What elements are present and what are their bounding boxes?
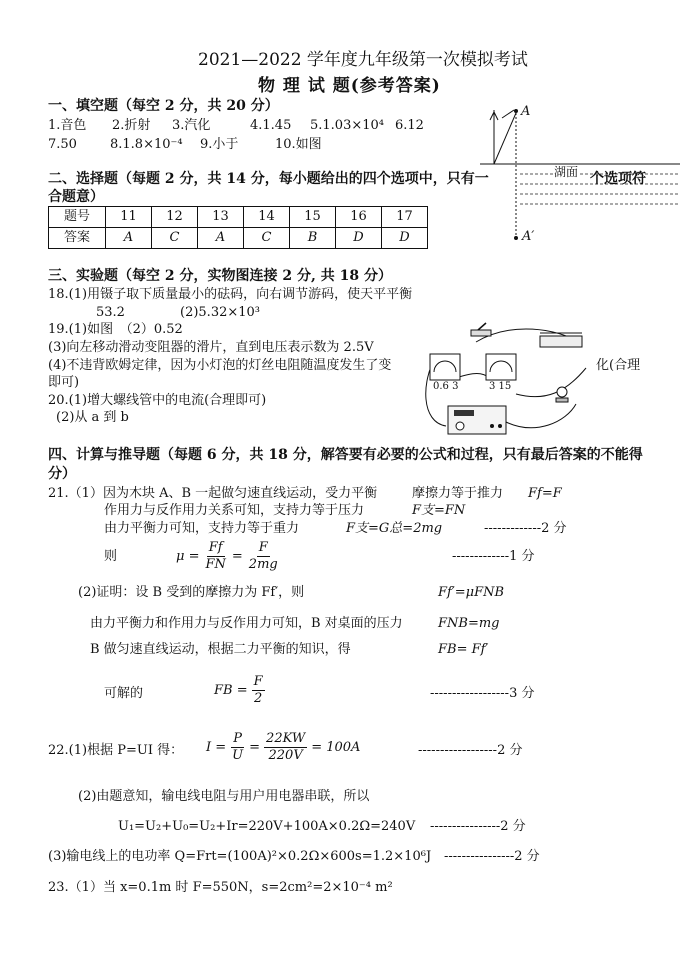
section2-heading-3: 合题意） [48,189,104,205]
q19-line1: 19.(1)如图 （2）0.52 [48,322,183,337]
label-a-prime: A′ [522,229,535,244]
denominator: 2mg [248,557,278,573]
fraction [252,674,265,708]
q21-part2-formula1: Ff′=μFNB [438,585,505,600]
s1-ans-8: 8.1.8×10⁻⁴ [110,137,183,152]
numerator: 22KW [264,731,307,748]
incident-ray [494,113,516,164]
section2-heading-2: 个选项符 [590,171,646,187]
table-cell-number: 12 [152,207,198,228]
s1-ans-4: 4.1.45 [250,118,292,133]
s1-ans-7: 7.50 [48,137,77,152]
ammeter-range-label: 0.6 3 [433,381,459,392]
table-cell-answer: B [290,228,336,249]
s1-ans-2: 2.折射 [112,118,151,133]
q19-line4b: 化(合理 [596,358,641,373]
q21-score-2: -------------1 分 [452,549,535,564]
wire [506,404,576,428]
q19-line3: (3)向左移动滑动变阻器的滑片，直到电压表示数为 2.5V [48,340,374,355]
q18-line1: 18.(1)用镊子取下质量最小的砝码，向右调节游码，使天平平衡 [48,287,413,302]
table-cell-answer: D [382,228,428,249]
q21-line1-formula: Ff=F [528,486,562,501]
rheostat [540,336,582,347]
denominator: FN [205,557,226,573]
table-cell-answer: A [198,228,244,249]
q22-line4: (3)输电线上的电功率 Q=Frt=(100A)²×0.2Ω×600s=1.2×10⁶J [48,849,432,864]
s1-ans-3: 3.汽化 [172,118,211,133]
exam-subtitle: 物 理 试 题(参考答案) [258,76,441,96]
q21-line1: 21.（1）因为木块 A、B 一起做匀速直线运动，受力平衡 [48,486,378,501]
q21-part2-line3: B 做匀速直线运动，根据二力平衡的知识，得 [90,642,351,657]
equals-sign: = [249,739,261,755]
table-cell-number: 17 [382,207,428,228]
numerator: F [257,540,270,557]
table-cell-answer: D [336,228,382,249]
arrow-head-line [502,110,514,118]
fraction [203,540,227,574]
q20-line1: 20.(1)增大螺线管中的电流(合理即可) [48,393,267,408]
section1-heading: 一、填空题（每空 2 分，共 20 分） [48,98,279,114]
equals-sign: = [231,548,243,564]
denominator: U [232,748,244,764]
q22-line3: U₁=U₂+U₀=U₂+Ir=220V+100A×0.2Ω=240V [118,819,416,834]
switch-lever [478,323,486,330]
s1-ans-5: 5.1.03×10⁴ [310,118,384,133]
q21-line2-formula: F支=FN [412,503,466,518]
q21-line3: 由力平衡力可知，支持力等于重力 [104,521,300,536]
answer-table [48,206,428,249]
section3-heading: 三、实验题（每空 2 分，实物图连接 2 分, 共 18 分） [48,268,392,284]
q22-score-3: ----------------2 分 [444,849,540,864]
s1-ans-1: 1.音色 [48,118,87,133]
q21-part2-solve: 可解的 [104,686,144,701]
numerator: F [252,674,265,691]
terminal-icon [490,424,494,428]
denominator: 220V [268,748,303,764]
voltmeter [486,354,516,380]
i-symbol: I = [206,739,227,755]
fraction [247,540,280,574]
fraction [230,731,245,765]
knob-icon [456,422,464,430]
q21-line1-note: 摩擦力等于推力 [412,486,504,501]
s1-ans-6: 6.12 [395,118,424,133]
q22-current-equation [206,731,360,765]
bulb-icon [557,387,567,397]
terminal-icon [498,424,502,428]
wire [456,374,490,379]
denominator: 2 [253,691,263,707]
s1-ans-9: 9.小于 [200,137,239,152]
wire [516,368,586,397]
power-display [454,410,474,416]
q22-score-2: ----------------2 分 [430,819,526,834]
table-cell-answer: A [106,228,152,249]
table-row-numbers [49,207,428,228]
fb-symbol: FB = [214,682,248,698]
q20-line2: (2)从 a 到 b [56,410,129,425]
numerator: P [231,731,244,748]
s1-ans-10: 10.如图 [275,137,322,152]
q21-part2-line2: 由力平衡力和作用力与反作用力可知，B 对桌面的压力 [90,616,403,631]
table-cell-number: 14 [244,207,290,228]
q21-then: 则 [104,549,118,564]
label-lake-surface: 湖面 [554,165,579,179]
q21-score-3: ------------------3 分 [430,686,535,701]
result: = 100A [311,739,361,755]
section2-heading-1: 二、选择题（每题 2 分，共 14 分，每小题给出的四个选项中，只有一 [48,171,489,187]
bulb-base [556,398,568,402]
table-header-answer: 答案 [49,228,106,249]
q21-fb-equation [214,674,269,708]
point-a-dot [514,109,518,113]
q18-mass: 53.2 [96,305,125,320]
table-cell-number: 15 [290,207,336,228]
point-a-prime-dot [514,236,518,240]
table-cell-answer: C [152,228,198,249]
table-row-answers [49,228,428,249]
q22-line1: 22.(1)根据 P=UI 得： [48,743,184,758]
table-cell-answer: C [244,228,290,249]
section4-heading-1: 四、计算与推导题（每题 6 分，共 18 分，解答要有必要的公式和过程，只有最后答案的不能得 [48,447,643,463]
mu-symbol: μ = [176,548,200,564]
numerator: Ff [207,540,225,557]
exam-title: 2021—2022 学年度九年级第一次模拟考试 [198,50,528,70]
q19-line4a: (4)不违背欧姆定律，因为小灯泡的灯丝电阻随温度发生了变 [48,358,392,373]
ammeter [430,354,460,380]
q21-line3-formula: F支=G总=2mg [346,521,443,536]
q21-mu-equation [176,540,284,574]
fraction [264,731,307,765]
section4-heading-2: 分） [48,466,76,482]
q22-line2: (2)由题意知，输电线电阻与用户用电器串联，所以 [78,789,370,804]
table-header-number: 题号 [49,207,106,228]
q21-part2-formula3: FB= Ff′ [438,642,489,657]
voltmeter-range-label: 3 15 [489,381,512,392]
q23-line1: 23.（1）当 x=0.1m 时 F=550N，s=2cm²=2×10⁻⁴ m² [48,880,393,895]
q22-score-1: ------------------2 分 [418,743,523,758]
q21-part2-line1: (2)证明：设 B 受到的摩擦力为 Ff′，则 [78,585,305,600]
switch [471,330,491,336]
table-cell-number: 11 [106,207,152,228]
q21-line2: 作用力与反作用力关系可知，支持力等于压力 [104,503,365,518]
q21-part2-formula2: FNB=mg [438,616,500,631]
q19-line4c: 即可) [48,375,80,390]
q18-density: (2)5.32×10³ [180,305,261,320]
reflection-diagram [480,104,680,249]
q21-score-1: -------------2 分 [484,521,567,536]
label-a: A [521,104,531,119]
table-cell-number: 13 [198,207,244,228]
table-cell-number: 16 [336,207,382,228]
